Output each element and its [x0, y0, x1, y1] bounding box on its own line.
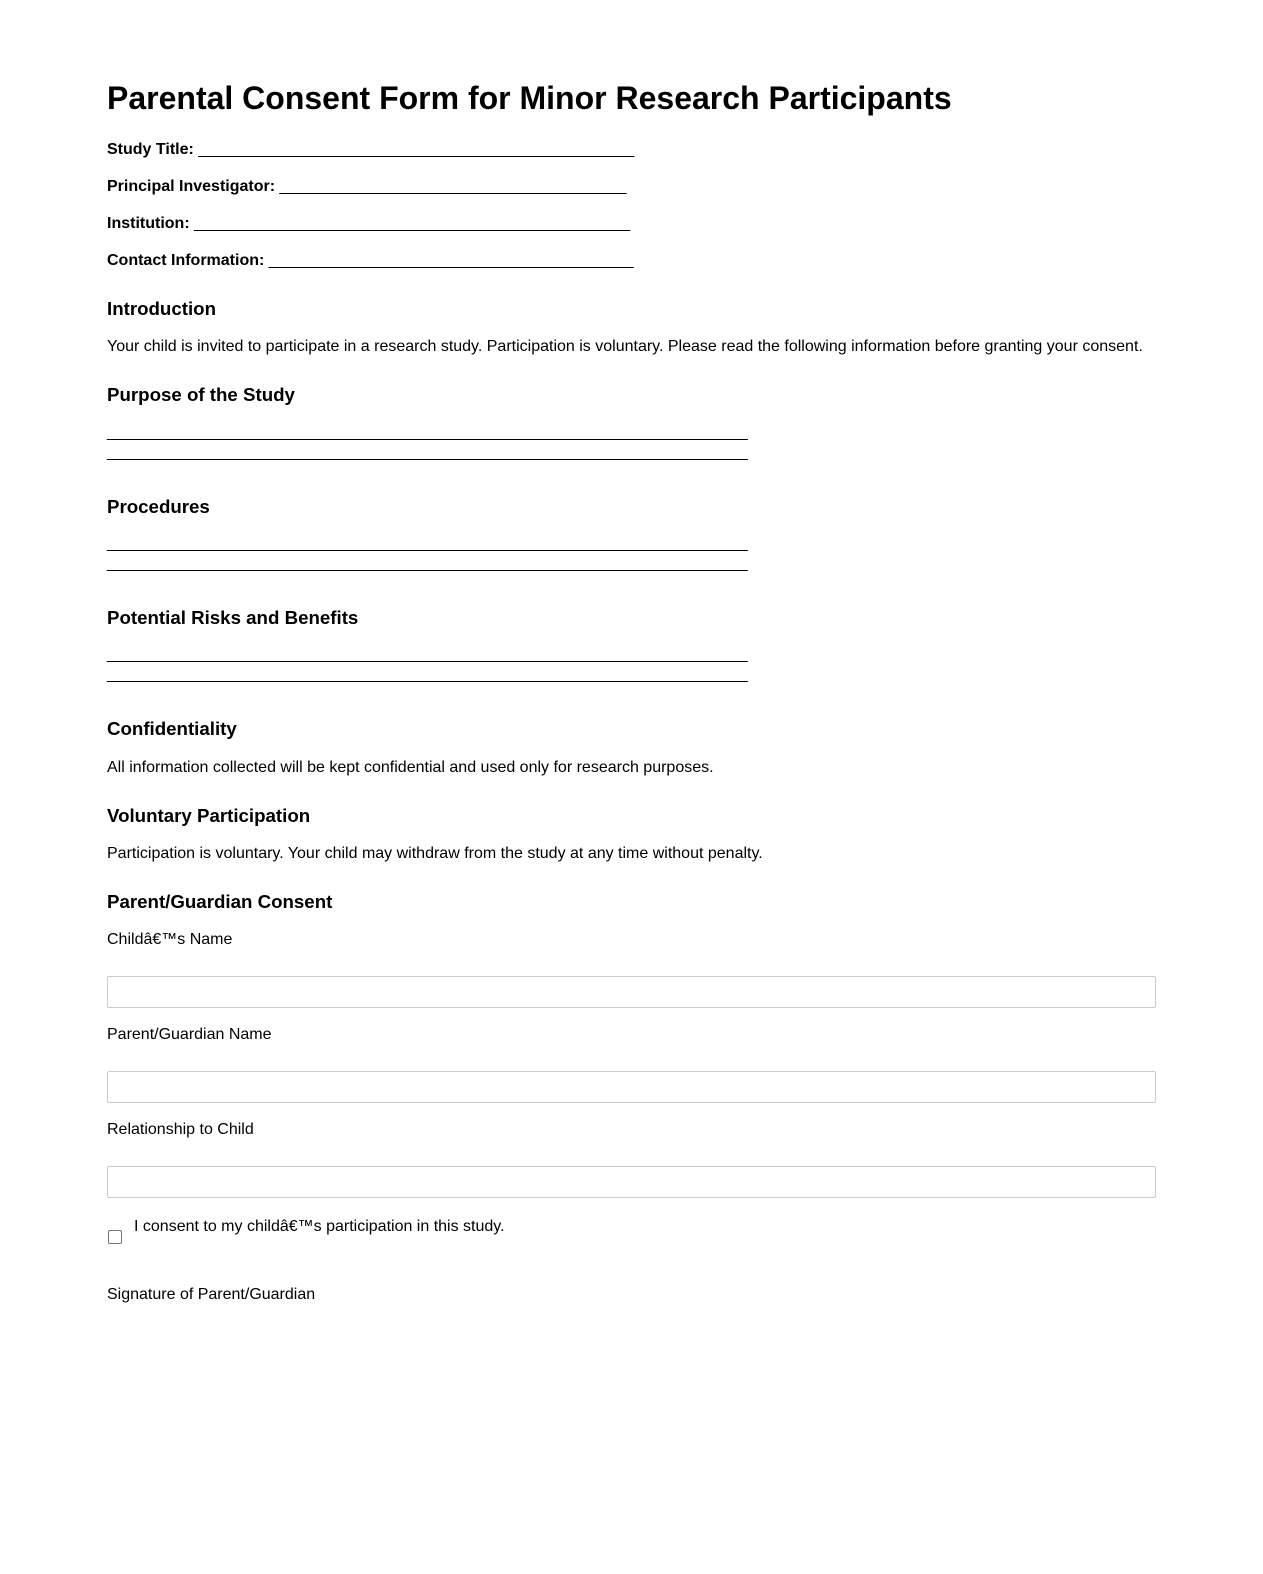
procedures-line: ________________________________________________________________________	[107, 534, 748, 552]
principal-investigator-row	[107, 176, 1156, 197]
contact-information-label: Contact Information:	[107, 251, 265, 269]
study-title-row	[107, 139, 1156, 160]
voluntary-participation-text: Participation is voluntary. Your child may withdraw from the study at any time without penalty.	[107, 845, 763, 863]
consent-checkbox-row	[107, 1216, 1156, 1244]
institution-row	[107, 213, 1156, 234]
principal-investigator-label: Principal Investigator:	[107, 177, 276, 195]
child-name-label: Childâ€™s Name	[107, 931, 233, 949]
relationship-to-child-input[interactable]	[107, 1166, 1156, 1198]
risks-benefits-line: ________________________________________________________________________	[107, 666, 748, 684]
procedures-heading: Procedures	[107, 495, 210, 517]
study-meta-section	[107, 139, 1156, 271]
purpose-heading: Purpose of the Study	[107, 384, 295, 406]
voluntary-participation-heading: Voluntary Participation	[107, 804, 311, 826]
contact-information-row	[107, 250, 1156, 271]
study-title-label: Study Title:	[107, 140, 194, 158]
page-title: Parental Consent Form for Minor Research Participants	[107, 80, 952, 116]
parent-guardian-consent-heading: Parent/Guardian Consent	[107, 891, 333, 913]
principal-investigator-line: _______________________________________	[279, 177, 627, 195]
purpose-line: ________________________________________________________________________	[107, 423, 748, 441]
consent-checkbox[interactable]	[108, 1230, 122, 1244]
study-title-line: _________________________________________________	[198, 140, 635, 158]
risks-benefits-write-lines	[107, 645, 1156, 685]
procedures-write-lines	[107, 534, 1156, 574]
relationship-to-child-label: Relationship to Child	[107, 1121, 254, 1139]
institution-label: Institution:	[107, 214, 190, 232]
risks-benefits-heading: Potential Risks and Benefits	[107, 606, 359, 628]
contact-information-line: _________________________________________	[268, 251, 634, 269]
purpose-line: ________________________________________________________________________	[107, 443, 748, 461]
confidentiality-text: All information collected will be kept confidential and used only for research purposes.	[107, 758, 714, 776]
risks-benefits-line: ________________________________________________________________________	[107, 646, 748, 664]
introduction-heading: Introduction	[107, 297, 216, 319]
confidentiality-heading: Confidentiality	[107, 718, 237, 740]
parent-guardian-name-label: Parent/Guardian Name	[107, 1026, 272, 1044]
signature-label: Signature of Parent/Guardian	[107, 1286, 316, 1304]
introduction-text: Your child is invited to participate in a research study. Participation is voluntary. Please read the following information before granting your consent.	[107, 338, 1143, 356]
parent-guardian-name-input[interactable]	[107, 1071, 1156, 1103]
procedures-line: ________________________________________________________________________	[107, 554, 748, 572]
child-name-input[interactable]	[107, 976, 1156, 1008]
consent-checkbox-label: I consent to my childâ€™s participation in this study.	[134, 1218, 505, 1236]
institution-line: _________________________________________________	[194, 214, 631, 232]
purpose-write-lines	[107, 423, 1156, 463]
